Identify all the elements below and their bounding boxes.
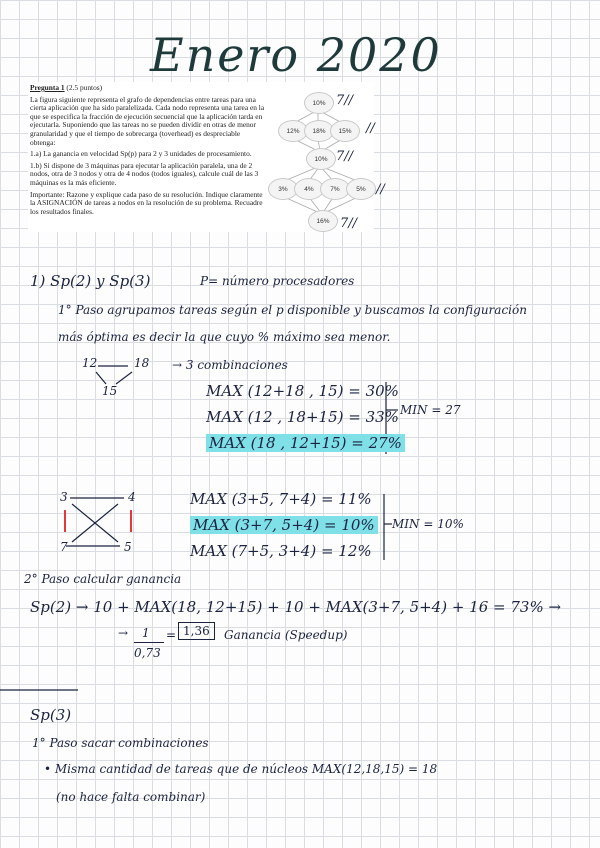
arrow-glyph: → (118, 626, 129, 640)
combo-row-text: MAX (18 , 12+15) = 27% (206, 434, 405, 452)
sp2-equation: Sp(2) → 10 + MAX(18, 12+15) + 10 + MAX(3+7, 5+4) + 16 = 73% → (30, 598, 562, 616)
graph-node: 4% (294, 178, 324, 200)
sq-node: 3 (60, 490, 68, 504)
question-important: Importante: Razone y explique cada paso de su resolución. Indique claramente la ASIGNACIÓN de tareas a nodos en la resolución de su problema. Recuadre los resultados finales. (30, 189, 263, 216)
graph-node: 16% (308, 210, 338, 232)
red-mark (64, 510, 66, 532)
combo-row: MAX (7+5, 3+4) = 12% (190, 542, 372, 560)
sp3-step1: 1° Paso sacar combinaciones (32, 736, 209, 750)
combo-row: MAX (3+5, 7+4) = 11% (190, 490, 372, 508)
red-mark (130, 510, 132, 532)
question-item-b: 1.b) Si dispone de 3 máquinas para ejecutar la aplicación paralela, una de 2 nodos, otra de 3 nodos y otra de 4 nodos (todos iguales), calcule cuál de las 3 máquinas es la más eficiente. (30, 160, 259, 187)
tri-node: 18 (134, 356, 150, 370)
graph-mark: 7// (336, 149, 354, 164)
combo-row: MAX (12+18 , 15) = 30% (206, 382, 399, 400)
step1-line1: 1° Paso agrupamos tareas según el p disponible y buscamos la configuración (58, 303, 527, 317)
graph-node: 15% (330, 120, 360, 142)
graph-node: 10% (304, 92, 334, 114)
p-definition: P= número procesadores (200, 274, 355, 288)
fraction-bar (134, 642, 164, 643)
speedup-value: 1,36 (178, 622, 215, 640)
graph-node: 5% (346, 178, 376, 200)
graph-node: 3% (268, 178, 298, 200)
equals-glyph: = (166, 628, 177, 642)
question-points: (2.5 puntos) (66, 83, 103, 92)
graph-node: 10% (306, 148, 336, 170)
min-result: MIN = 27 (400, 403, 461, 417)
step1-line2: más óptima es decir la que cuyo % máximo sea menor. (58, 330, 391, 344)
speedup-label: Ganancia (Speedup) (224, 628, 348, 642)
question-heading: Pregunta 1 (30, 83, 65, 92)
page-title: Enero 2020 (150, 28, 442, 82)
combo-row-text: MAX (3+7, 5+4) = 10% (190, 516, 378, 534)
graph-mark: // (376, 182, 385, 197)
question-item-a: 1.a) La ganancia en velocidad Sp(p) para 2 y 3 unidades de procesamiento. (30, 149, 252, 159)
graph-node: 7% (320, 178, 350, 200)
fraction-numerator: 1 (142, 626, 150, 640)
sp3-note: (no hace falta combinar) (56, 790, 206, 804)
fraction-denominator: 0,73 (134, 646, 161, 660)
sq-node: 5 (124, 540, 132, 554)
sq-node: 7 (60, 540, 68, 554)
combo-row-highlighted (190, 516, 378, 534)
question-paragraph: La figura siguiente representa el grafo de dependencias entre tareas para una cierta aplicación que ha sido paralelizada. Cada nodo representa una tarea en la que se especifica la fracción de ejecución secuencial que la aplicación tarda en ejecutarla. Suponiendo que las tareas no se pueden dividir en otras de menor granularidad y que el tiempo de sobrecarga (toverhead) es despreciable obtenga: (30, 94, 265, 147)
sp3-bullet: • Misma cantidad de tareas que de núcleos MAX(12,18,15) = 18 (44, 762, 438, 776)
graph-mark: 7// (340, 216, 358, 231)
notes-heading: 1) Sp(2) y Sp(3) (30, 272, 151, 290)
min-result: MIN = 10% (392, 517, 464, 531)
combo-row: MAX (12 , 18+15) = 33% (206, 408, 399, 426)
tri-node: 15 (102, 384, 118, 398)
sp3-heading: Sp(3) (30, 706, 72, 724)
graph-mark: 7// (336, 93, 354, 108)
combinations-text: 3 combinaciones (185, 358, 288, 372)
sq-node: 4 (128, 490, 136, 504)
tri-node: 12 (82, 356, 98, 370)
graph-node: 18% (304, 120, 334, 142)
graph-node: 12% (278, 120, 308, 142)
combinations-label: → 3 combinaciones (172, 358, 288, 372)
speedup-box (178, 624, 215, 638)
step2-heading: 2° Paso calcular ganancia (24, 572, 182, 586)
combo-row-highlighted (206, 434, 405, 452)
graph-mark: // (366, 121, 375, 136)
